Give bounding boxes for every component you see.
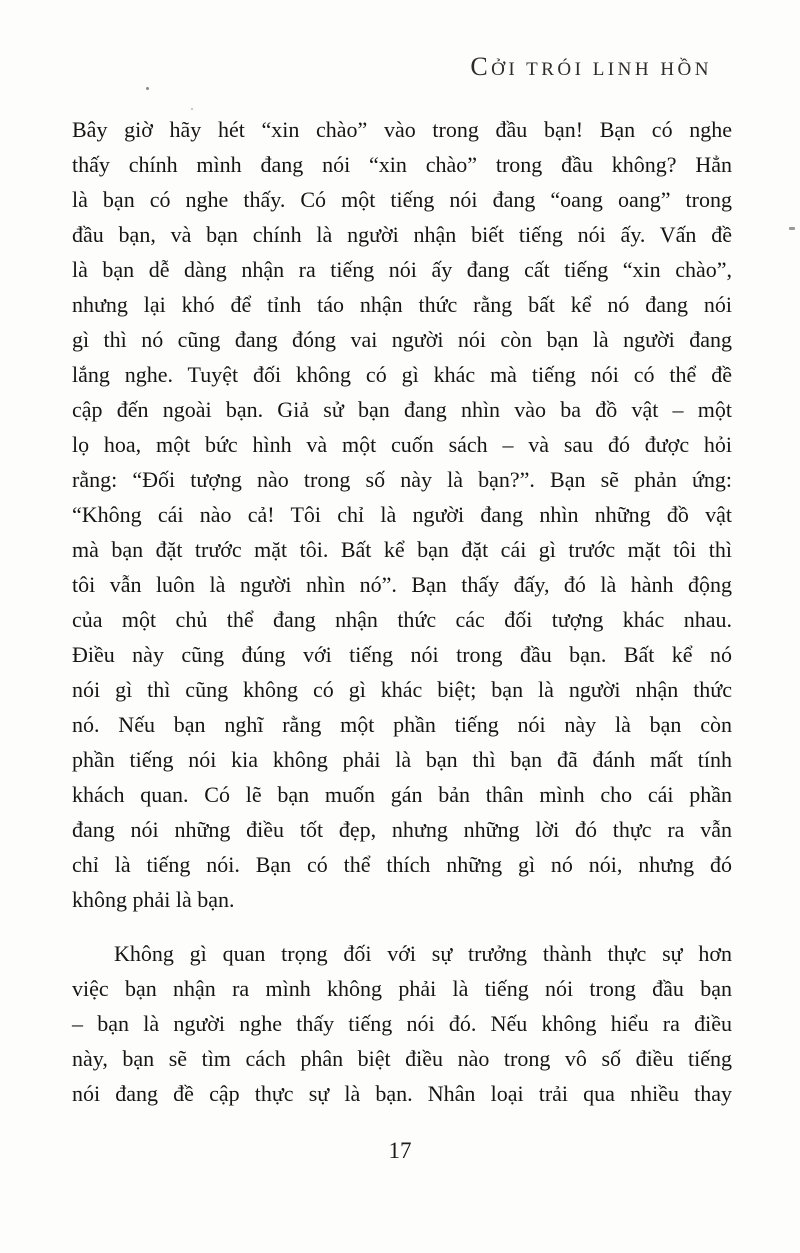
scan-speck <box>191 108 193 110</box>
text-line: là bạn dễ dàng nhận ra tiếng nói ấy đang cất tiếng “xin chào”, <box>72 257 732 282</box>
paragraph-1 <box>72 112 732 917</box>
text-line: rằng: “Đối tượng nào trong số này là bạn?”. Bạn sẽ phản ứng: <box>72 467 732 492</box>
text-line: đầu bạn, và bạn chính là người nhận biết tiếng nói ấy. Vấn đề <box>72 222 732 247</box>
page-number: 17 <box>388 1138 412 1163</box>
scan-speck <box>789 227 795 230</box>
text-line: tôi vẫn luôn là người nhìn nó”. Bạn thấy đấy, đó là hành động <box>72 572 732 597</box>
text-line: mà bạn đặt trước mặt tôi. Bất kể bạn đặt cái gì trước mặt tôi thì <box>72 537 732 562</box>
scan-speck <box>146 87 149 90</box>
text-line: nhưng lại khó để tỉnh táo nhận thức rằng bất kể nó đang nói <box>72 292 732 317</box>
text-line: nói gì thì cũng không có gì khác biệt; bạn là người nhận thức <box>72 677 732 702</box>
text-line: nói đang đề cập thực sự là bạn. Nhân loại trải qua nhiều thay <box>72 1081 732 1106</box>
text-line: lọ hoa, một bức hình và một cuốn sách – và sau đó được hỏi <box>72 432 732 457</box>
text-line: Không gì quan trọng đối với sự trưởng thành thực sự hơn <box>114 941 732 966</box>
text-line: không phải là bạn. <box>72 887 235 912</box>
text-line: Điều này cũng đúng với tiếng nói trong đầu bạn. Bất kể nó <box>72 642 732 667</box>
paragraph-2 <box>72 936 732 1111</box>
text-line: đang nói những điều tốt đẹp, nhưng những lời đó thực ra vẫn <box>72 817 732 842</box>
text-line: phần tiếng nói kia không phải là bạn thì bạn đã đánh mất tính <box>72 747 732 772</box>
text-line: “Không cái nào cả! Tôi chỉ là người đang nhìn những đồ vật <box>72 502 732 527</box>
text-line: – bạn là người nghe thấy tiếng nói đó. Nếu không hiểu ra điều <box>72 1011 732 1036</box>
body-text <box>72 112 732 1111</box>
text-line: gì thì nó cũng đang đóng vai người nói còn bạn là người đang <box>72 327 732 352</box>
text-line: thấy chính mình đang nói “xin chào” trong đầu không? Hẳn <box>72 152 732 177</box>
text-line: khách quan. Có lẽ bạn muốn gán bản thân mình cho cái phần <box>72 782 732 807</box>
text-line: lắng nghe. Tuyệt đối không có gì khác mà tiếng nói có thể đề <box>72 362 732 387</box>
text-line: Bây giờ hãy hét “xin chào” vào trong đầu bạn! Bạn có nghe <box>72 117 732 142</box>
running-header: CỞI TRÓI LINH HỒN <box>470 52 712 81</box>
text-line: cập đến ngoài bạn. Giả sử bạn đang nhìn vào ba đồ vật – một <box>72 397 732 422</box>
text-line: chỉ là tiếng nói. Bạn có thể thích những gì nó nói, nhưng đó <box>72 852 732 877</box>
text-line: của một chủ thể đang nhận thức các đối tượng khác nhau. <box>72 607 732 632</box>
text-line: là bạn có nghe thấy. Có một tiếng nói đang “oang oang” trong <box>72 187 732 212</box>
text-line: này, bạn sẽ tìm cách phân biệt điều nào trong vô số điều tiếng <box>72 1046 732 1071</box>
text-line: nó. Nếu bạn nghĩ rằng một phần tiếng nói này là bạn còn <box>72 712 732 737</box>
text-line: việc bạn nhận ra mình không phải là tiếng nói trong đầu bạn <box>72 976 732 1001</box>
